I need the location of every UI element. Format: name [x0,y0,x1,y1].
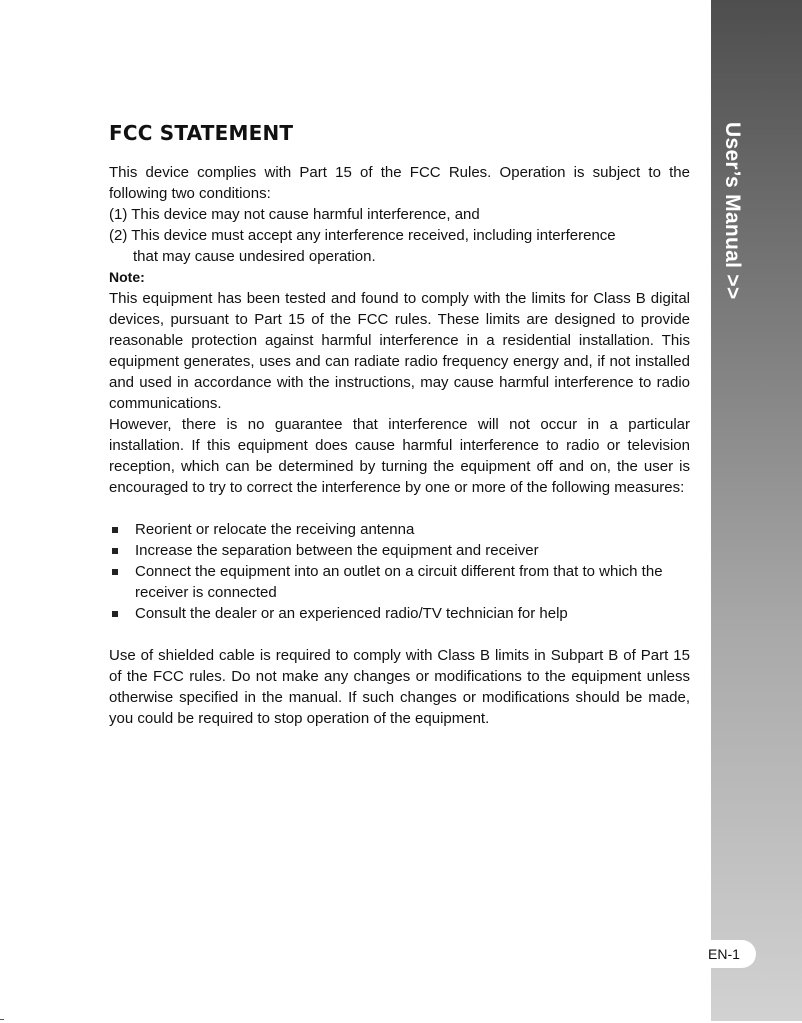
condition-2: (2) This device must accept any interference received, including interference [109,227,616,244]
measure-text: Connect the equipment into an outlet on a circuit different from that to which the receiver is connected [135,563,663,601]
measures-list [109,519,690,624]
bullet-icon [112,569,118,575]
note-paragraph: This equipment has been tested and found to comply with the limits for Class B digital devices, pursuant to Part 15 of the FCC rules. These limits are designed to provide reasonable protection against harmful interference in a residential installation. This equipment generates, uses and can radiate radio frequency energy and, if not installed and used in accordance with the instructions, may cause harmful interference to radio communications. [109,290,690,412]
page-number: EN-1 [702,940,756,968]
intro-paragraph: This device complies with Part 15 of the FCC Rules. Operation is subject to the following two conditions: [109,164,690,202]
statement-body [109,162,690,729]
closing-paragraph: Use of shielded cable is required to comply with Class B limits in Subpart B of Part 15 of the FCC rules. Do not make any changes or modifications to the equipment unless otherwise specified in the manual. If such changes or modifications should be made, you could be required to stop operation of the equipment. [109,647,690,727]
measure-text: Increase the separation between the equipment and receiver [135,542,539,559]
list-item [109,519,690,540]
measure-text: Consult the dealer or an experienced radio/TV technician for help [135,605,568,622]
measure-text: Reorient or relocate the receiving antenna [135,521,415,538]
page-title: FCC STATEMENT [109,121,294,145]
note-label: Note: [109,269,145,285]
guarantee-paragraph: However, there is no guarantee that interference will not occur in a particular installation. If this equipment does cause harmful interference to radio or television reception, which can be determined by turning the equipment off and on, the user is encouraged to try to correct the interference by one or more of the following measures: [109,416,690,496]
bullet-icon [112,611,118,617]
condition-1: (1) This device may not cause harmful interference, and [109,206,480,223]
crop-mark [0,1019,4,1020]
list-item [109,561,690,603]
list-item [109,540,690,561]
bullet-icon [112,548,118,554]
list-item [109,603,690,624]
content-area [109,119,690,729]
condition-2-continued: that may cause undesired operation. [133,248,376,265]
sidebar-title: User’s Manual >> [721,122,744,300]
bullet-icon [112,527,118,533]
